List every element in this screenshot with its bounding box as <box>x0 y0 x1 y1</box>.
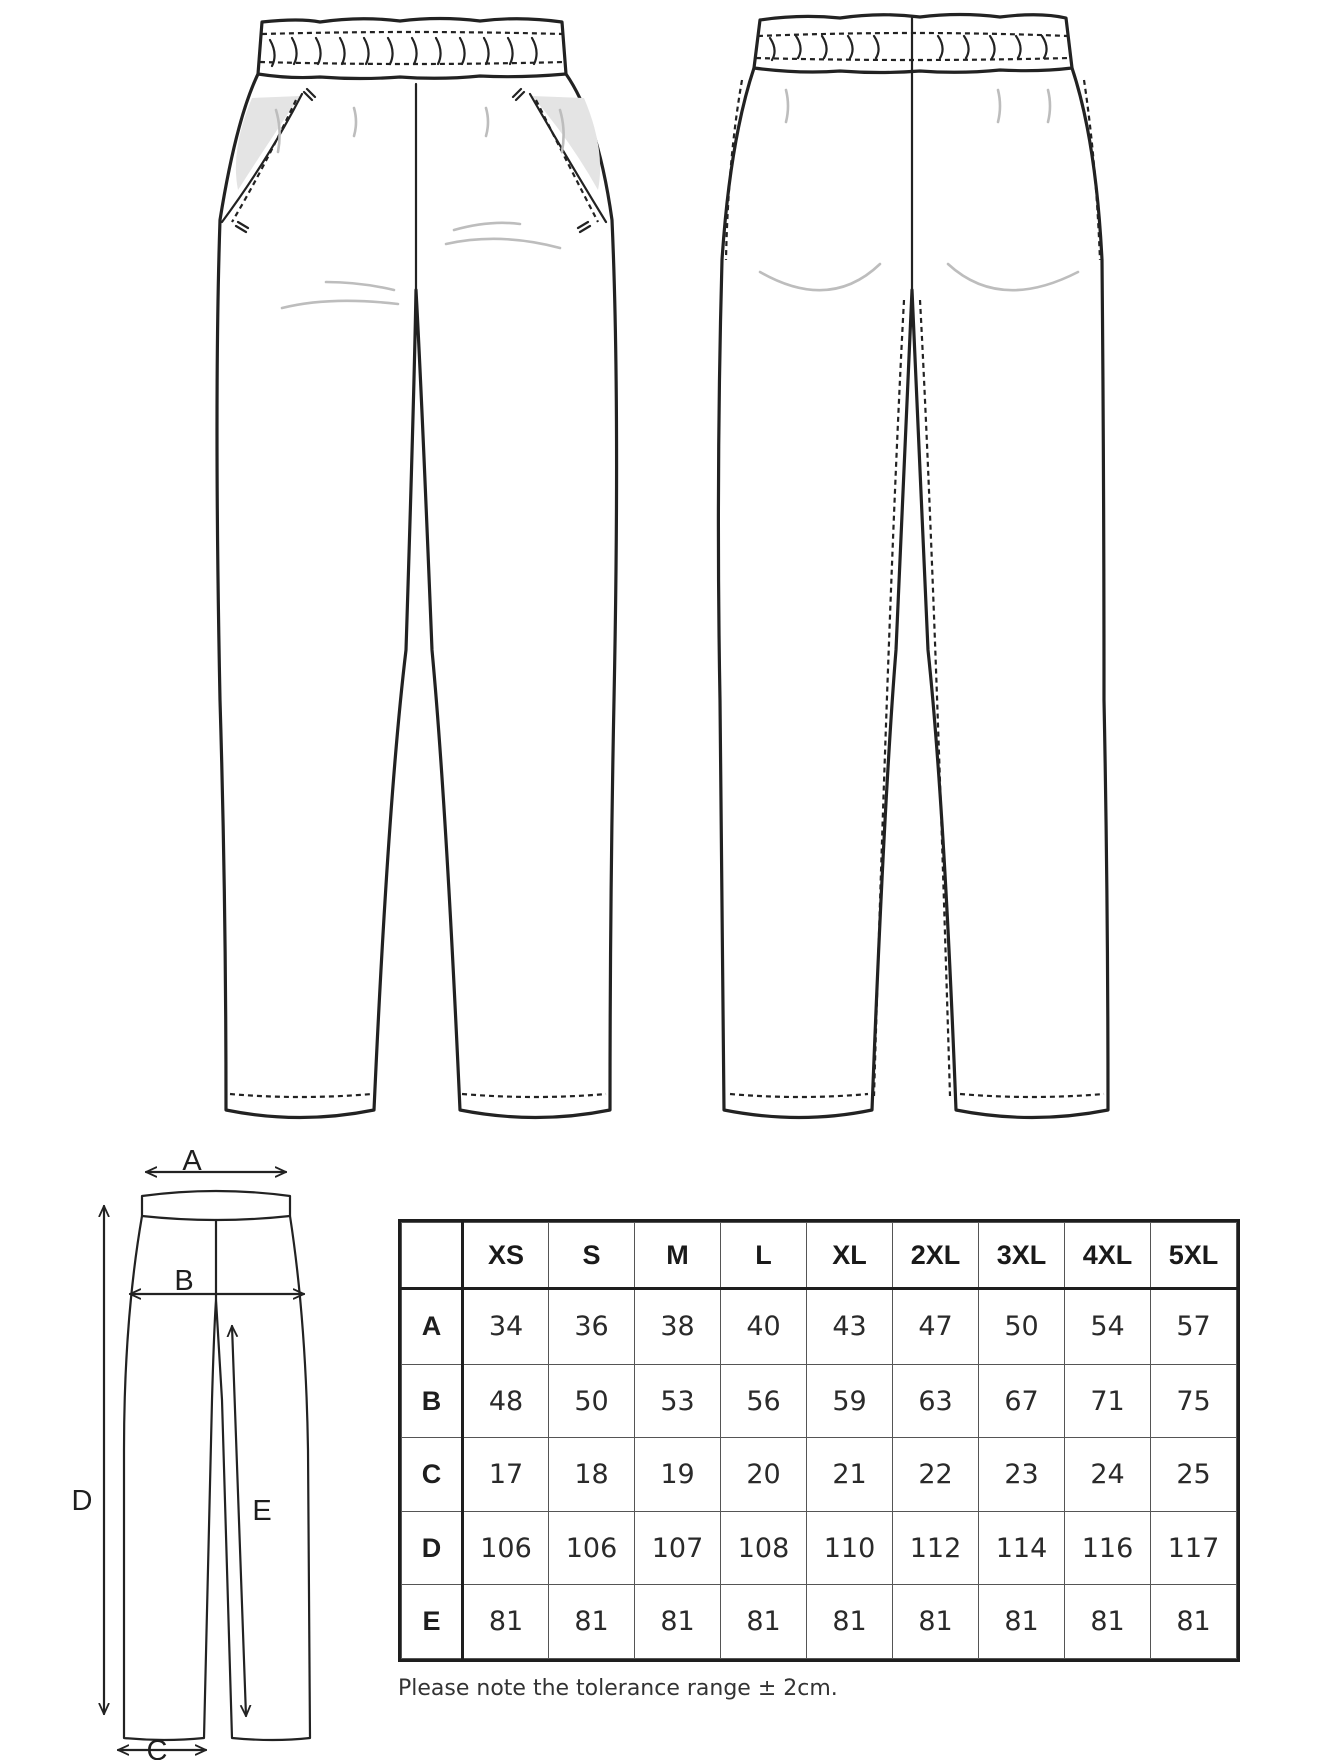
table-cell: 63 <box>893 1364 979 1438</box>
size-header: 3XL <box>979 1223 1065 1289</box>
mini-waistband <box>142 1191 290 1220</box>
table-cell: 20 <box>721 1438 807 1512</box>
table-cell: 23 <box>979 1438 1065 1512</box>
table-row <box>402 1364 1237 1438</box>
table-cell: 47 <box>893 1289 979 1365</box>
label-e: E <box>252 1495 272 1527</box>
label-c: C <box>146 1735 168 1760</box>
table-cell: 21 <box>807 1438 893 1512</box>
row-label: A <box>402 1289 463 1365</box>
table-row <box>402 1511 1237 1585</box>
row-label: C <box>402 1438 463 1512</box>
table-cell: 50 <box>979 1289 1065 1365</box>
header-row <box>402 1223 1237 1289</box>
corner-cell <box>402 1223 463 1289</box>
table-cell: 67 <box>979 1364 1065 1438</box>
table-cell: 110 <box>807 1511 893 1585</box>
table-cell: 81 <box>635 1585 721 1659</box>
table-cell: 34 <box>463 1289 549 1365</box>
label-a: A <box>182 1145 202 1177</box>
row-label: D <box>402 1511 463 1585</box>
table-row <box>402 1585 1237 1659</box>
table-cell: 25 <box>1151 1438 1237 1512</box>
table-cell: 75 <box>1151 1364 1237 1438</box>
table-cell: 18 <box>549 1438 635 1512</box>
table-cell: 36 <box>549 1289 635 1365</box>
size-header: XL <box>807 1223 893 1289</box>
back-view-pants <box>718 15 1108 1118</box>
table-cell: 56 <box>721 1364 807 1438</box>
table-cell: 57 <box>1151 1289 1237 1365</box>
label-b: B <box>174 1265 194 1297</box>
table-cell: 53 <box>635 1364 721 1438</box>
table-cell: 22 <box>893 1438 979 1512</box>
table-cell: 40 <box>721 1289 807 1365</box>
label-d: D <box>71 1485 93 1517</box>
table-cell: 81 <box>807 1585 893 1659</box>
size-header: L <box>721 1223 807 1289</box>
table-cell: 81 <box>463 1585 549 1659</box>
table-cell: 81 <box>1151 1585 1237 1659</box>
table-cell: 114 <box>979 1511 1065 1585</box>
size-header: M <box>635 1223 721 1289</box>
front-waistband <box>258 19 566 79</box>
table-cell: 81 <box>979 1585 1065 1659</box>
table-cell: 24 <box>1065 1438 1151 1512</box>
row-label: B <box>402 1364 463 1438</box>
table-cell: 81 <box>1065 1585 1151 1659</box>
back-outline <box>718 68 1108 1118</box>
size-header: S <box>549 1223 635 1289</box>
tolerance-note: Please note the tolerance range ± 2cm. <box>398 1676 838 1701</box>
arrow-e <box>232 1326 246 1716</box>
table-cell: 117 <box>1151 1511 1237 1585</box>
table-cell: 59 <box>807 1364 893 1438</box>
size-chart <box>398 1219 1240 1662</box>
table-cell: 19 <box>635 1438 721 1512</box>
size-header: 2XL <box>893 1223 979 1289</box>
table-cell: 106 <box>549 1511 635 1585</box>
table-cell: 50 <box>549 1364 635 1438</box>
size-header: 4XL <box>1065 1223 1151 1289</box>
table-cell: 107 <box>635 1511 721 1585</box>
table-cell: 43 <box>807 1289 893 1365</box>
front-view-pants <box>217 19 617 1118</box>
table-cell: 108 <box>721 1511 807 1585</box>
table-cell: 116 <box>1065 1511 1151 1585</box>
table-cell: 112 <box>893 1511 979 1585</box>
table-cell: 17 <box>463 1438 549 1512</box>
table-cell: 71 <box>1065 1364 1151 1438</box>
table-cell: 38 <box>635 1289 721 1365</box>
size-table <box>401 1222 1237 1659</box>
table-row <box>402 1438 1237 1512</box>
row-label: E <box>402 1585 463 1659</box>
table-cell: 106 <box>463 1511 549 1585</box>
table-cell: 48 <box>463 1364 549 1438</box>
size-header: XS <box>463 1223 549 1289</box>
table-cell: 81 <box>721 1585 807 1659</box>
size-header: 5XL <box>1151 1223 1237 1289</box>
table-cell: 81 <box>893 1585 979 1659</box>
table-cell: 81 <box>549 1585 635 1659</box>
table-cell: 54 <box>1065 1289 1151 1365</box>
table-row <box>402 1289 1237 1365</box>
measurement-diagram <box>72 1145 310 1760</box>
